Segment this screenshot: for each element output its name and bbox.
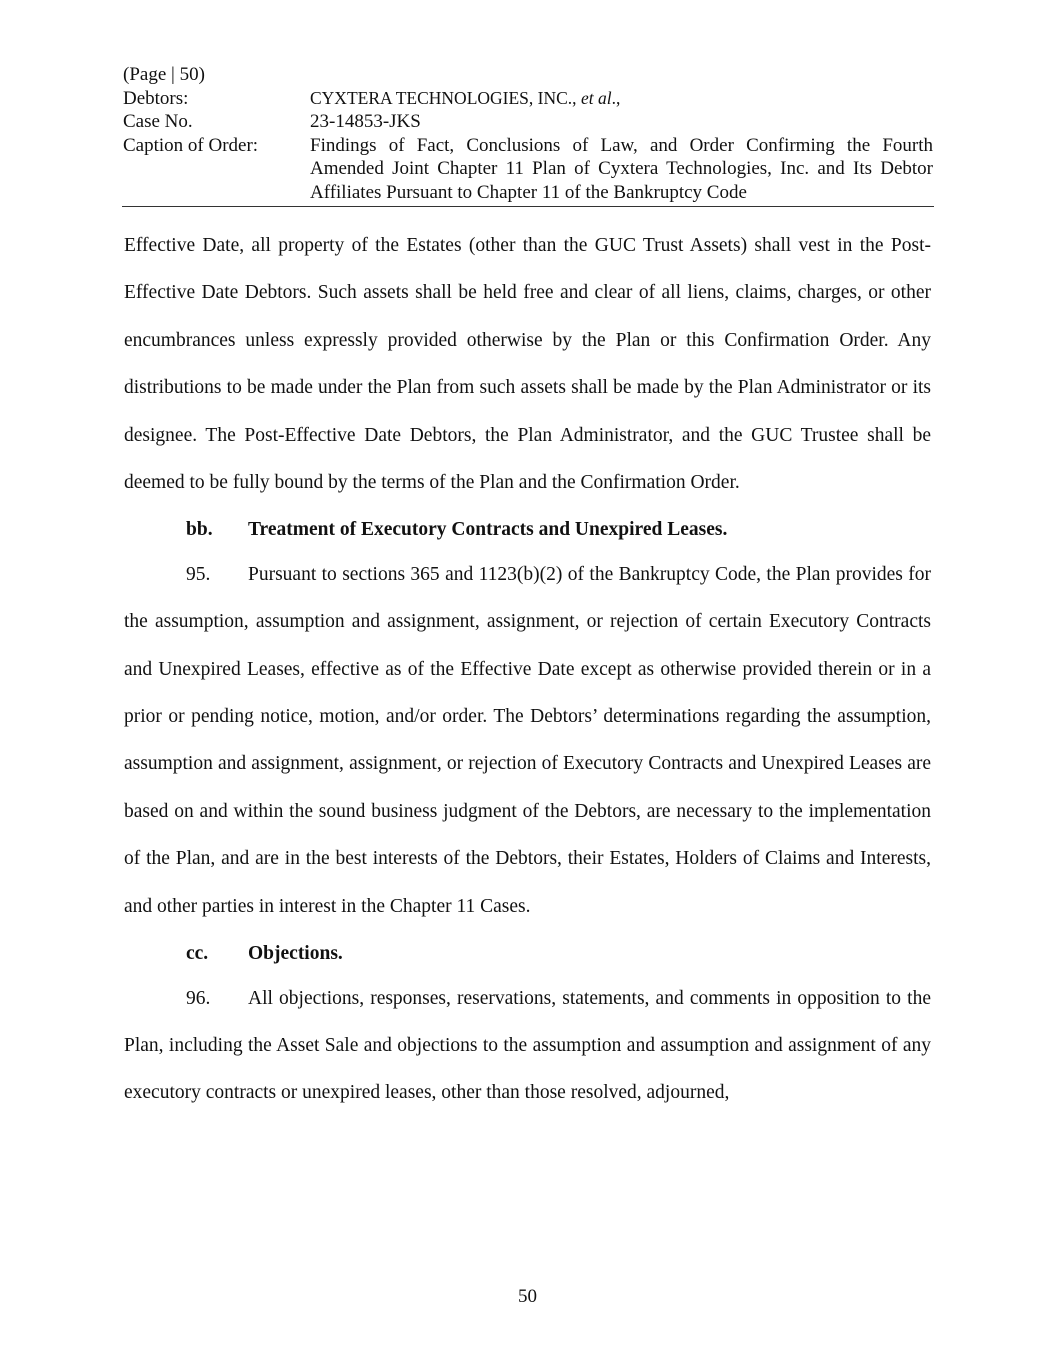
section-number-cc: cc. [186,943,209,965]
section-heading-cc [124,930,931,977]
section-title-cc: Objections. [248,943,343,965]
caption-row [123,134,933,205]
case-number-label: Case No. [123,111,193,132]
paragraph-text-95: Pursuant to sections 365 and 1123(b)(2) of the Bankruptcy Code, the Plan provides for the assumption, assumption and assignment, assignment, or rejection of certain Executory Contracts and Unexpired Leases, effective as of the Effective Date except as otherwise provided therein or in a prior or pending notice, motion, and/or order. The Debtors’ determinations regarding the assumption, assumption and assignment, assignment, or rejection of Executory Contracts and Unexpired Leases are based on and within the sound business judgment of the Debtors, are necessary to the implementation of the Plan, and are in the best interests of the Debtors, their Estates, Holders of Claims and Interests, and other parties in interest in the Chapter 11 Cases. [124,563,931,917]
debtors-et-al: et al [580,87,612,108]
caption-label: Caption of Order: [123,134,259,156]
paragraph-96 [124,975,931,1117]
debtors-row [123,87,933,111]
case-number-value: 23-14853-JKS [310,111,421,132]
page-number: 50 [518,1286,537,1307]
paragraph-text-96: All objections, responses, reservations, statements, and comments in opposition to the Plan, including the Asset Sale and objections to the assumption and assumption and assignment of any executory contracts or unexpired leases, other than those resolved, adjourned, [124,987,931,1104]
continuation-paragraph: Effective Date, all property of the Estates (other than the GUC Trust Assets) shall vest in the Post-Effective Date Debtors. Such assets shall be held free and clear of all liens, claims, charges, or other encumbrances unless expressly provided otherwise by the Plan or this Confirmation Order. Any distributions to be made under the Plan from such assets shall be made by the Plan Administrator or its designee. The Post-Effective Date Debtors, the Plan Administrator, and the GUC Trustee shall be deemed to be fully bound by the terms of the Plan and the Confirmation Order. [124,235,931,494]
page-reference: (Page | 50) [123,64,205,85]
header-divider [122,206,934,207]
debtors-value [310,87,933,111]
paragraph-number-96: 96. [186,987,211,1009]
case-number-row [123,110,933,134]
paragraph-95 [124,551,931,930]
document-header [123,63,933,204]
debtors-name: CYXTERA TECHNOLOGIES, INC., [310,87,577,108]
caption-value: Findings of Fact, Conclusions of Law, and Order Confirming the Fourth Amended Joint Chapter 11 Plan of Cyxtera Technologies, Inc. and Its Debtor Affiliates Pursuant to Chapter 11 of the Bankruptcy Code [310,134,933,203]
page-reference-row [123,63,933,87]
paragraph-number-95: 95. [186,563,211,585]
document-body [124,222,931,1117]
section-title-bb: Treatment of Executory Contracts and Unexpired Leases. [248,519,728,541]
debtors-label: Debtors: [123,87,189,109]
section-number-bb: bb. [186,519,213,541]
debtors-suffix: ., [611,87,621,108]
section-heading-bb [124,506,931,553]
